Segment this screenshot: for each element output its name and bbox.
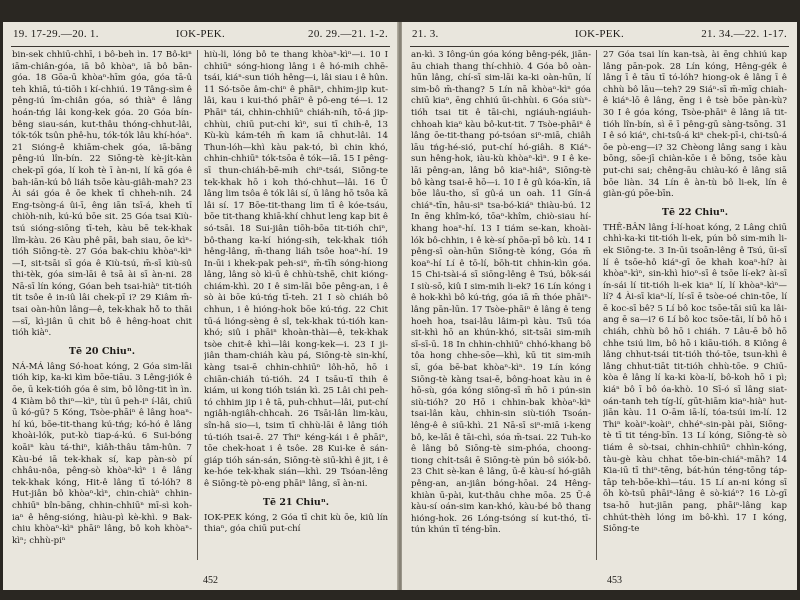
left-column-divider (197, 50, 198, 560)
right-column-1 (411, 50, 591, 570)
left-header-verses: 19. 17-29.—20. 1. (13, 28, 99, 40)
left-page (3, 22, 398, 590)
left-header-title: IOK-PEK. (175, 28, 226, 40)
left-col2-text-b: IOK-PEK kóng, 2 Góa tī chit kù ōe, kiû lín thiaⁿ, góa chiū put-chí (204, 512, 388, 535)
right-header-verses-end: 21. 34.—22. 1-17. (701, 28, 787, 40)
right-page-header (412, 28, 787, 46)
left-page-header (13, 28, 388, 46)
right-column-divider (596, 50, 597, 560)
left-column-1 (12, 50, 192, 570)
right-col1-text: an-kì. 3 Iông-ún góa kóng bêng-pék, jiān-āu chiah thang thí-chhiò. 4 Góa bô oàn-hūn lâng, chí-sī sim-lāi ka-ki oàn-hūn, lí sim-bô m̄-thang? 5 Lín nā khòaⁿ-kìⁿ góa chiū kiaⁿ, ēng chhiú ūi-chhùi. 6 Góa siùⁿ-tióh tsai tit ê tāi-chi, ngiáuh-ngiáuh-chhoah kiaⁿ kàu bô-kut-tit. 7 Tsòe-phāiⁿ ê lâng ōe-tit-thang pó-tsóan siⁿ-miā, chiâh lāu tńg-hé-sió, put-chí hó-giâh. 8 Kiáⁿ-sun hêng-hok, iàu-kù khòaⁿ-kìⁿ. 9 I ê ke-lāi pêng-an, lâng bô kiaⁿ-hiâⁿ, Siōng-tè bô kàng tsai-ē hō—i. 10 I ê gû kóa-kīn, iā bōe lâu-tho, sī gû-á un oah. 11 Gín-á chiáⁿ-tīn, hâu-siⁿ tsa-bó-kiáⁿ thiàu-bú. 12 In ēng khîm-kó, tōaⁿ-khîm, chiò-siau hí-khang hoaⁿ-hí. 13 I tiám se-kan, khoài-lók bô-chhin, i ê kè-sí phōa-pī bô kù. 14 I pêng-sī oàn-hūn Siōng-tè kóng, Góa m̄ koaⁿ-hí Lí ê tō-lí, bōh-tit chhin-kìn góa. 15 Chi-tsài-á sī siōng-lêng ê Tsú, bôk-sái I siù-sō, kiû I sim-mih li-ek? 16 Lín kóng i ê hok-khì bô kú-tńg, góa iā m̄ thóe phāiⁿ-lâng pān-lūn. 17 Tsòe-phāiⁿ ê lâng ê teng hoeh hoa, tsai-lâu lâim-pì kàu. Tsū tóa sit-khì hō an khún-khó, sit-tsāi sim-mih sī-sī-ū. 18 In chhin-chhiūⁿ chhó-khang bô tôa hong chhe-sōe—khì, kū tit sim-mih sī, góa bē-bat khòaⁿ-kìⁿ. 19 Lín kóng Siōng-tè kàng tsai-ē, bông-hoat kàu in ê hō-sù, góa kóng siōng-sī m̄ hō i pún-sin siù-tióh? 20 Hō i chhin-bak khòaⁿ-kìⁿ tsai-lân kàu, chhin-sin siù-tióh Tsoán-lêng-ê ê siū-khì. 21 Nā-sī siⁿ-miā i-keng bô, ke-lāi ê tāi-chì, sóa m̄-tsai. 22 Tuh-ko ê lâng bô Siōng-tè sim-phóa, choong-tiong chi̍t-tsâi ē Siōng-tè pún bô siók-bô. 23 Chit sè-kan ê lâng, ū-ê kàu-sí hó-giâh pêng-an, an-jiân bóng-hōai. 24 Hêng-khiàn ū-pài, kut-thâu chhe mōa. 25 Ū-ê kàu-sí oán-sim kan-khó, kàu-bé bô thang hióng-hok. 26 Lóng-tsóng sí kut-thó, tī-tún khún tī téng-bīn. (411, 50, 591, 536)
right-column-2 (603, 50, 787, 570)
left-col1-text-b: NÁ-MÁ lâng Só-hoat kóng, 2 Góa sim-lāi tióh kip, ka-ki kìm bōe-tiāu. 3 Lêng-jiók ê ōe, ū kek-tióh góa ê sim, bô lông-tit ìn ìn. 4 Kiàm bô thiⁿ—kìⁿ, tùi ū peh-iⁿ í-lâi, chiū ū kó-gū? 5 Kóng, Tsòe-phāiⁿ ê lâng hoaⁿ-hí kú, bōe-tit-thang kú-tńg; kó-hó ê lâng khoài-lók, put-kò tiap-á-kú. 6 Sui-bóng koāiⁿ kàu tá-thiⁿ, kiâh-thâu tâm-hûn. 7 Kàu-bé iā tek-khak sí, kap pàn-sò pí chhâu-nôa, pêng-sò khòaⁿ-kìⁿ i ê lâng tek-khak kóng, Hit-ê lâng tī tó-lóh? 8 Hut-jiân bô khòaⁿ-kìⁿ, chin-chiàⁿ chhin-chhiūⁿ bîn-bāng, chhin-chhiūⁿ mī-sì koh-iaⁿ ê hêng-sióng, hiàu-pì kè-khì. 9 Bak-chiu khòaⁿ-kìⁿ phāiⁿ lâng, bô koh khòaⁿ-kìⁿ; chhù-piⁿ (12, 361, 192, 546)
chapter-heading-21: Tē 21 Chiuⁿ. (262, 496, 330, 508)
right-col2-text-b: THÊ-BÂN lâng Í-lí-hoat kóng, 2 Lâng chiū chhì-ka-ki tit-tióh li-ek, pún bô sim-mih li-ek Siōng-te. 3 In-ūi tsoān-lêng ê Tsú, ūi-sī lí ê tsōe-hô kiáⁿ-gī ōe khah koaⁿ-hí? ài khòaⁿ-kìⁿ, sin-khì hioⁿ-sī ê tsōe lí-ek? ài-sī ín-sái lí tit-tióh li-ek kiaⁿ lí, lí khòaⁿ-kìⁿ—lí? 4 Ài-sī kiaⁿ-lí, lí-sī ē tsòe-oé chin-tōe, lí ē koc-sī bê? 5 Lí bô koc tsōe-tāi siū ka lâi-ang ē sa—i? 6 Lí bô koc tsōe-tāi, lí bô hō i chiáh, chhù bô hō i chiáh. 7 Lâu-ē bô hō chhe tsiú lim, bô hō i kiāu-tióh. 8 Kiông ê lâng chhut-tsái tit-tióh thó-tōe, tsun-khì ê lâng chhut-tiāt tit-tióh chhù-tōe. 9 Chiū-kòa ê lâng lí ka-ki kòa-lí, bô-koh hō i pì; kiáⁿ bô ī bô óa-khò. 10 Sī-ó sī lâng siat-oán-tanh teh tíg-lí, gūt-hiām kiaⁿ-hiàⁿ hut-jiān kàu. 11 O-ām iā-lí, tóa-tsúi im-lí. 12 Thiⁿ koàiⁿ-koàiⁿ, chhéⁿ-sin-pài pài, Siōng-tè tī tit téng-bīn. 13 Lí kóng, Siōng-tè sò tiám ê sò-tsai, chhin-chhiūⁿ chhìn-kóng, tàu-gè kàu chhat tōe-bin-chiáⁿ-māh? 14 Kia-iū tī thiⁿ-tēng, bát-hún téng-tōng táp-tāp teh-bōe-khì—táu. 15 Lí an-ni kóng sī ōh kò-tsū phāiⁿ-lâng ê sò-kiáⁿ? 16 Lò-gī tsa-hō hut-jiān pang, phāiⁿ-lâng kap chhút-thèh lóng im bô-khì. 17 I kóng, Siōng-te (603, 222, 787, 535)
chapter-heading-22: Tē 22 Chiuⁿ. (661, 206, 729, 218)
right-header-title: IOK-PEK. (574, 28, 625, 40)
left-col2-text-a: hiù-li̍, lóng bô te thang khòaⁿ-kìⁿ—i. 10 I chhiūⁿ sóng-hiong lâng i ê hó-mih chhē-tsái, kiáⁿ-sun tióh hêng—i, lâi siau i ê hûn. 11 Só-tsōe âm-chiⁿ ê phāiⁿ, chhim-jip kut-lâi, kau i kui-thó phāiⁿ ê pô-eng té—i. 12 Phāiⁿ tái, chhin-chhiūⁿ chiáh-nih, tō-á jip-chhùi, chiū put-chi kìⁿ, sui tī chih-ê, 13 Kù-kù kám-téh m̄ kam iā chhut-lâi. 14 Thun-lóh—khì kàu pak-tó, bì chin khó, chhin-chhiūⁿ tók-tsōa ê tók—iā. 15 I pêng-sī thun-chiáh-bē-mih chiⁿ-tsái, Siōng-te tek-khak hō i koh thó-chhut—lâi. 16 Ū lâng lim tsôa ê tók lâi sí, ū lâng hō tsôa kā lâi sí. 17 Bōe-tit-thang lim tī ê kóe-tsáu, bōe tit-thang khiā-khí chhut leng kap bit ê só-tsāi. 18 Sui-jiân tiōh-bōa tit-tióh chiⁿ, bô-thang ka-kí hióng-sih, tek-khak tióh hêng-lâng, m̄-thang liáh tsôe hoaⁿ-hí. 19 In-ūi i khek-pak peh-siⁿ, m̄-tīh sóng-hiong lâng, lâng sò kì-ū ê chhù-tshē, chit kióng-chiám-khì. 20 I ê sim-lāi bōe pêng-an, i ê sò ài bōe kú-tńg tī-teh. 21 I sò chiáh bô chhun, i ê hióng-hok bōe kú-tńg. 22 Chit tū-á lióng-sèng ê sî, tek-khak tú-tióh kan-khó; siû i phāiⁿ khoàn-thài—ê, tek-khak tsòe chit-ê khì—lâi kong-kek—i. 23 I ji̍-jiân tham-chiáh kàu pá, Siōng-tè sin-khí, kàng tsai-ē chhin-chhiūⁿ lôh-hō, hō i chiān-chiáh tú-tióh. 24 I tsāu-tī thih ê kiám, ui kong tióh tsián kì. 25 Lâi chi peh-tó chhim jip i ê tā, puh-chhut—lâi, put-chí ngiâh-ngiâh-chhcah. 26 Tsāi-lân lim-kàu, sîn-hâ sio—i, tsim tī chhù-lāi ê lâng tióh tú-tióh tsai-ē. 27 Thiⁿ kéng-kái i ê phāiⁿ, tōe chek-hoat i ê tsôe. 28 Kui-ke ê sán-giáp tióh sán-sán, Siōng-tè siū-khì ê jit, i ê ke-hóe tek-khak sián—khì. 29 Tsóan-lêng ê Siōng-tè pò-eng phāiⁿ lâng, sī àn-ni. (204, 50, 388, 489)
right-page (402, 22, 797, 590)
page-number-left: 452 (203, 575, 218, 586)
right-col2-text-a: 27 Góa tsai lín kan-tsà, ài ēng chhiú kap lâng pān-pok. 28 Lín kóng, Hêng-gék ê lâng ī ê tāu tī tó-lóh? hiong-ok ê lâng ī ê chhù bô lāu—teh? 29 Siáⁿ-sī m̄-mīg chiah-ê kiáⁿ-lō ê lâng, ēng i ê tsè bōe pàn-kù? 30 I ê góa kóng, Tsòe-phāiⁿ ê lâng iā tit-tióh lîn-bín, sì ē ī pêng-gū sàng-tsōng. 31 I ê só kiáⁿ, chi-tsû-á kiⁿ chek-pī-i, chi-tsû-á ōe pò-eng—i? 32 Chèong lâng sang i kàu bōng, sōe-jī chiàn-kōe i ê bōng, tsōe kàu put-chi sai; chêng-āu chiàu-kó ê lâng siā bōe liàn. 34 Lín ê àn-tù bô li-ek, lín ê giàn-gú pōe-bīn. (603, 50, 787, 200)
left-col1-text-a: bin-sek chhiū-chhī, i bô-beh ìn. 17 Bô-kiⁿ iām-chiân-góa, iā bô khòaⁿ, iā bô bān-góa. 18 Gōa-ū khòaⁿ-hīm góa, góa tā-û teh khiā, tú-tiōh i kí-chhiú. 19 Tâng-sìm ê pêng-iú îm-chiân góa, só thiàⁿ ê lâng hoán-tńg lâi kong-kek góa. 20 Góa bín-bêng siau-sán, kut-thâu thóng-chhut-lâi, tók-tók tsûn phê-hu, tók-tók lâu khí-hóaⁿ. 21 Sióng-ê khiām-chek góa, iā-bāng pêng-iú lîn-bín. 22 Siōng-tè kè-ji̍t-kàn chek-pī góa, lí koh tè ī àn-ni, lí kā góa ê bah-iān-kú bô liáh tsōe kàu-giâh-mah? 23 Ài sái góa ê ōe khek tī chheh-nih. 24 Eng-tsòng-á ûi-ī, êng iān tsī-á, kheh tī chiòh-nih, kú-kú bōe sit. 25 Góa tsai Kiù-tsú sióng-siōng tī-teh, kàu bē tek-khak lîm-kàu. 26 Kàu phê pāi, bah siau, ōe kìⁿ-tióh Siōng-tè. 27 Góa bak-chiu khòaⁿ-kìⁿ—I, sit-tsāi sī góa ê Kiù-tsú, m̄-sī kiù-sû thi-tèk, góa sim-lāi ê tsā ài sī àn-ni. 28 Nā-sī lín kóng, Góan beh tsai-hiàⁿ tit-tióh ti̍t tsôe ê in-iû lâi chek-pī i? 29 Kiâm m̄-tsai oàn-hûn lâng—ê, tek-khak hō̍ to thāi—sī, kì-jiân ū chit bô ê hêng-hoat chit tióh kiàⁿ. (12, 50, 192, 339)
right-header-rule (410, 46, 789, 47)
left-header-rule (11, 46, 390, 47)
left-header-verses-end: 20. 29.—21. 1-2. (308, 28, 388, 40)
right-header-verses: 21. 3. (412, 28, 439, 40)
chapter-heading-20: Tē 20 Chiuⁿ. (68, 345, 136, 357)
page-number-right: 453 (607, 575, 622, 586)
left-column-2 (204, 50, 388, 570)
